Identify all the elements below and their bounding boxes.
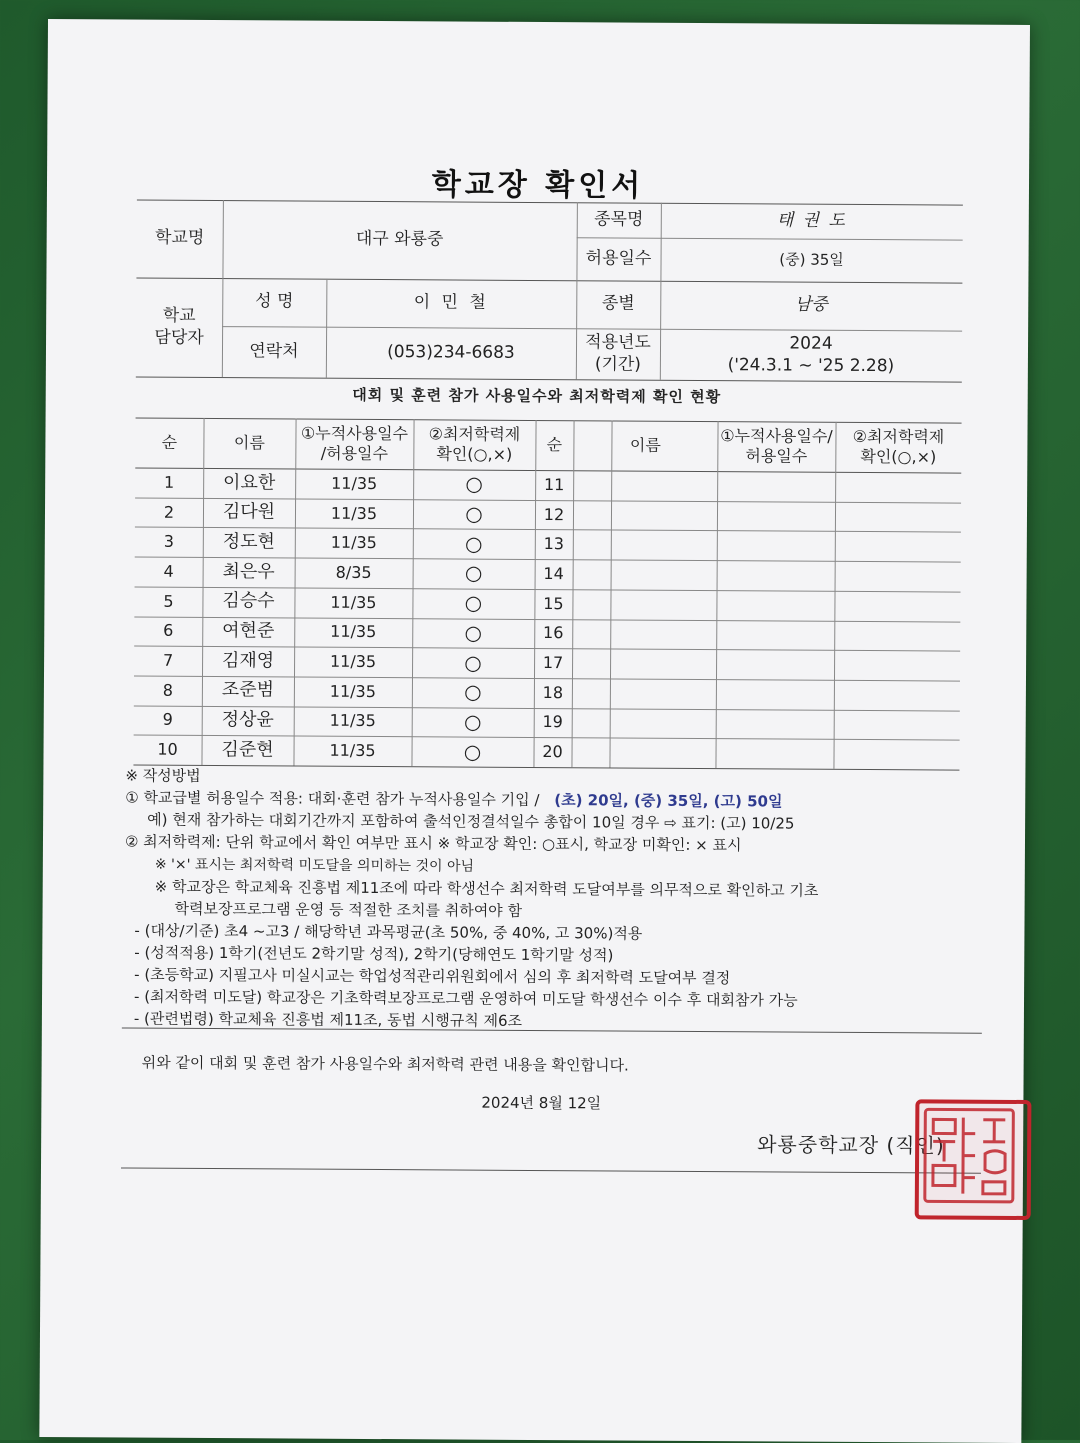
note-2-a: ※ '×' 표시는 최저학력 미도달을 의미하는 것이 아님 bbox=[154, 856, 475, 875]
issue-date: 2024년 8월 12일 bbox=[481, 1093, 602, 1113]
person-name-label: 성 명 bbox=[255, 291, 294, 312]
header-no-right: 순 bbox=[546, 435, 563, 455]
days-used: 11/35 bbox=[329, 711, 376, 731]
row-no: 6 bbox=[163, 621, 174, 641]
row-no: 1 bbox=[164, 472, 175, 492]
person-name-value: 이 민 철 bbox=[413, 292, 489, 314]
note-2-b1: ※ 학교장은 학교체육 진흥법 제11조에 따라 학생선수 최저학력 도달여부를 의무적으로 확인하고 기초 bbox=[154, 877, 819, 900]
header-no: 순 bbox=[161, 432, 178, 452]
row-no: 7 bbox=[162, 650, 174, 670]
header-check-right: ②최저학력제 확인(○,×) bbox=[852, 426, 945, 467]
school-name-value: 대구 와룡중 bbox=[355, 229, 444, 250]
check-mark: ○ bbox=[464, 650, 482, 675]
year-label: 적용년도 (기간) bbox=[585, 332, 651, 375]
detail-3: - (초등학교) 지필고사 미실시교는 학업성적관리위원회에서 심의 후 최저학력 도달여부 결정 bbox=[134, 965, 731, 988]
contact-value: (053)234-6683 bbox=[387, 341, 515, 363]
row-no: 14 bbox=[543, 563, 564, 584]
row-no: 5 bbox=[163, 591, 174, 611]
check-mark: ○ bbox=[464, 590, 483, 615]
detail-2: - (성적적용) 1학기(전년도 2학기말 성적), 2학기(당해연도 1학기말 성적) bbox=[134, 943, 614, 965]
header-name-right: 이름 bbox=[629, 435, 661, 455]
days-used: 11/35 bbox=[330, 503, 378, 523]
days-used: 11/35 bbox=[330, 592, 377, 612]
school-name-label: 학교명 bbox=[154, 228, 205, 249]
instructions-heading: ※ 작성방법 bbox=[125, 766, 201, 785]
student-name: 김재영 bbox=[221, 649, 275, 672]
row-no: 10 bbox=[157, 739, 178, 759]
confirmation-text: 위와 같이 대회 및 훈련 참가 사용일수와 최저학력 관련 내용을 확인합니다. bbox=[141, 1053, 629, 1075]
check-mark: ○ bbox=[464, 620, 483, 645]
row-no: 17 bbox=[542, 653, 564, 673]
allowed-days-value: (중) 35일 bbox=[779, 250, 844, 269]
days-used: 11/35 bbox=[330, 532, 377, 553]
row-no: 19 bbox=[542, 712, 563, 732]
student-name: 김승수 bbox=[222, 590, 275, 612]
days-used: 11/35 bbox=[329, 651, 377, 672]
row-no: 11 bbox=[543, 474, 565, 495]
principal-signature: 와룡중학교장 (직인) bbox=[757, 1132, 945, 1158]
year-value: 2024 ('24.3.1 ~ '25 2.28) bbox=[727, 333, 895, 376]
sport-value: 태 권 도 bbox=[776, 210, 847, 231]
contact-label: 연락처 bbox=[249, 341, 299, 362]
detail-4: - (최저학력 미도달) 학교장은 기초학력보장프로그램 운영하여 미도달 학생선수 이수 후 대회참가 가능 bbox=[133, 987, 798, 1010]
student-name: 이요한 bbox=[223, 471, 276, 493]
days-used: 11/35 bbox=[330, 622, 377, 642]
header-check: ②최저학력제 확인(○,×) bbox=[428, 424, 521, 464]
detail-5: - (관련법령) 학교체육 진흥법 제11조, 동법 시행규칙 제6조 bbox=[133, 1009, 523, 1030]
student-name: 최은우 bbox=[222, 560, 275, 583]
row-no: 18 bbox=[542, 682, 564, 702]
days-used: 11/35 bbox=[329, 740, 376, 761]
student-name: 조준범 bbox=[221, 679, 275, 701]
manager-label: 학교 담당자 bbox=[154, 305, 204, 348]
check-mark: ○ bbox=[465, 531, 483, 556]
note-1-example: 예) 현재 참가하는 대회기간까지 포함하여 출석인정결석일수 총합이 10일 경우 ⇨ 표기: (고) 10/25 bbox=[147, 810, 795, 833]
row-no: 9 bbox=[162, 710, 173, 730]
row-no: 15 bbox=[543, 593, 564, 613]
row-no: 4 bbox=[163, 561, 174, 581]
row-no: 16 bbox=[543, 623, 564, 643]
row-no: 3 bbox=[163, 531, 174, 552]
table-subtitle: 대회 및 훈련 참가 사용일수와 최저학력제 확인 현황 bbox=[352, 385, 722, 407]
student-name: 김다원 bbox=[222, 501, 276, 523]
student-name: 여현준 bbox=[222, 620, 275, 642]
document-sheet bbox=[39, 19, 1030, 1443]
student-name: 정상윤 bbox=[221, 709, 274, 731]
days-used: 11/35 bbox=[329, 681, 377, 701]
student-name: 김준현 bbox=[221, 738, 274, 761]
check-mark: ○ bbox=[465, 501, 483, 526]
check-mark: ○ bbox=[463, 709, 482, 734]
check-mark: ○ bbox=[464, 560, 483, 586]
days-used: 11/35 bbox=[331, 473, 378, 493]
row-no: 12 bbox=[543, 504, 565, 524]
note-1: ① 학교급별 허용일수 적용: 대회·훈련 참가 누적사용일수 기입 / (초) 20일, (중) 35일, (고) 50일 bbox=[125, 788, 783, 811]
detail-1: - (대상/기준) 초4 ~고3 / 해당학년 과목평균(초 50%, 중 40%, 고 30%)적용 bbox=[134, 921, 643, 943]
days-used: 8/35 bbox=[335, 562, 372, 582]
note-1-highlight: (초) 20일, (중) 35일, (고) 50일 bbox=[554, 791, 783, 811]
seal-icon bbox=[919, 1103, 1020, 1208]
header-days-right: ①누적사용일수/ 허용일수 bbox=[720, 426, 833, 466]
header-name: 이름 bbox=[233, 433, 265, 453]
check-mark: ○ bbox=[465, 471, 483, 497]
note-2-b2: 학력보장프로그램 운영 등 적절한 조치를 취하여야 함 bbox=[174, 899, 523, 920]
row-no: 20 bbox=[542, 742, 563, 762]
check-mark: ○ bbox=[463, 739, 482, 764]
student-name: 정도현 bbox=[222, 531, 275, 553]
allowed-days-label: 허용일수 bbox=[585, 248, 652, 269]
row-no: 8 bbox=[162, 680, 174, 700]
check-mark: ○ bbox=[464, 679, 482, 704]
row-no: 13 bbox=[543, 534, 565, 554]
gender-value: 남중 bbox=[794, 294, 828, 316]
official-seal-stamp bbox=[915, 1099, 1032, 1220]
row-no: 2 bbox=[163, 502, 175, 522]
document-title: 학교장 확인서 bbox=[431, 167, 645, 204]
note-2: ② 최저학력제: 단위 학교에서 확인 여부만 표시 ※ 학교장 확인: ○표시, 학교장 미확인: × 표시 bbox=[124, 832, 742, 855]
sport-label: 종목명 bbox=[594, 209, 644, 230]
gender-label: 종별 bbox=[601, 293, 635, 314]
header-days: ①누적사용일수 /허용일수 bbox=[300, 423, 409, 464]
